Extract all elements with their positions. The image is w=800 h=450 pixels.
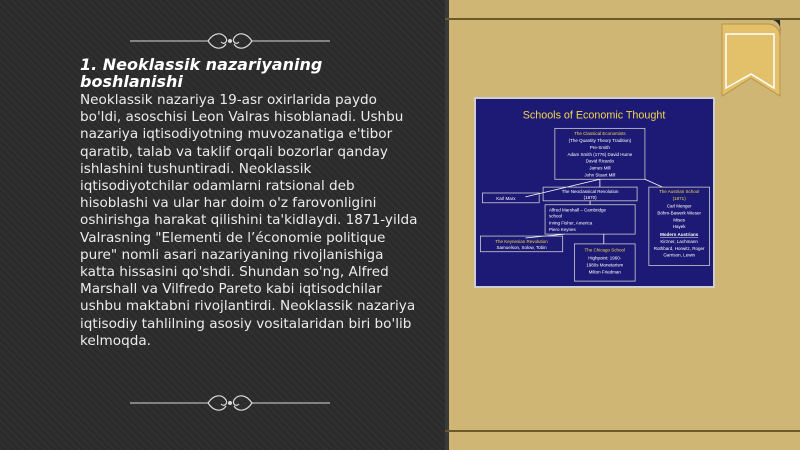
connector-line — [645, 179, 663, 187]
classical-line: David Ricardo — [585, 158, 615, 164]
classical-line: Adam Smith (1776) David Hume — [567, 151, 633, 157]
marx-label: Karl Marx — [496, 195, 516, 201]
slide-title: 1. Neoklassik nazariyaning boshlanishi — [80, 55, 323, 91]
austrian-line: Mises — [673, 217, 686, 223]
austrian-line: (1871) — [672, 195, 686, 201]
chicago-header: The Chicago School — [584, 247, 626, 253]
classical-header: The Classical Economists — [574, 131, 626, 137]
marshall-line: school — [548, 213, 562, 219]
schools-diagram — [474, 97, 715, 288]
chicago-line: Highpoint: 1960- — [588, 255, 622, 261]
bottom-stripe — [445, 430, 800, 432]
classical-line: John Stuart Mill — [584, 172, 616, 178]
diagram-title: Schools of Economic Thought — [522, 109, 666, 122]
panel-divider — [445, 0, 449, 450]
keynesian-header: The Keynesian Revolution — [495, 238, 548, 244]
austrian-line: Hayek — [672, 224, 686, 230]
bookmark-icon — [718, 18, 784, 98]
austrian-line: Garrison, Lewin — [663, 252, 695, 258]
austrian-line: Rothbard, Horwitz, Roger — [653, 245, 705, 251]
austrian-line: Kirzner, Lachmann — [660, 238, 698, 244]
marshall-line: Alfred Marshall – Cambridge — [548, 207, 607, 213]
neoclassical-line: The Neoclassical Revolution — [561, 188, 619, 194]
marshall-line: Irving Fisher, America — [548, 220, 593, 226]
chicago-line: 1980s Monetarism — [586, 262, 624, 268]
keynesian-line: Samuelson, Solow, Tobin — [496, 244, 547, 250]
austrian-header: The Austrian School — [659, 188, 700, 194]
classical-line: James Mill — [589, 165, 611, 171]
classical-line: (The Quantity Theory Tradition) — [568, 138, 632, 144]
slide-body-text: Neoklassik nazariya 19-asr oxirlarida paydo bo'ldi, asoschisi Leon Valras hisoblanadi. Ushbu nazariya iqtisodiyotning muvozanatiga e'tibor qaratib, talab va taklif orqali bozorlar qanday ishlashini tushuntiradi. Neoklassik iqtisodiyotchilar odamlarni ratsional deb hisoblashi va ular har doim o'z farovonligini oshirishga harakat qilishini ta'kidlaydi. 1871-yilda Valrasning "Elementi de l’économie politique pure" nomli asari nazariyaning rivojlanishiga katta hissasini qo'shdi. Shundan so'ng, Alfred Marshall va Vilfredo Pareto kabi iqtisodchilar ushbu maktabni rivojlantirdi. Neoklassik nazariya iqtisodiy tahlilning asosiy vositalaridan biri bo'lib kelmoqda. — [80, 92, 418, 349]
neoclassical-line: (1870) — [583, 194, 597, 200]
austrian-line: Modern Austrians — [660, 232, 699, 238]
chicago-line: Milton Friedman — [588, 269, 621, 275]
austrian-line: Carl Menger — [666, 203, 692, 209]
classical-line: Pre-Smith — [589, 144, 610, 150]
top-ornament-icon — [130, 30, 330, 52]
bottom-ornament-icon — [130, 392, 330, 414]
austrian-line: Böhm-Bawerk Wieser — [657, 210, 701, 216]
marshall-line: Piero Keynes — [548, 227, 576, 233]
